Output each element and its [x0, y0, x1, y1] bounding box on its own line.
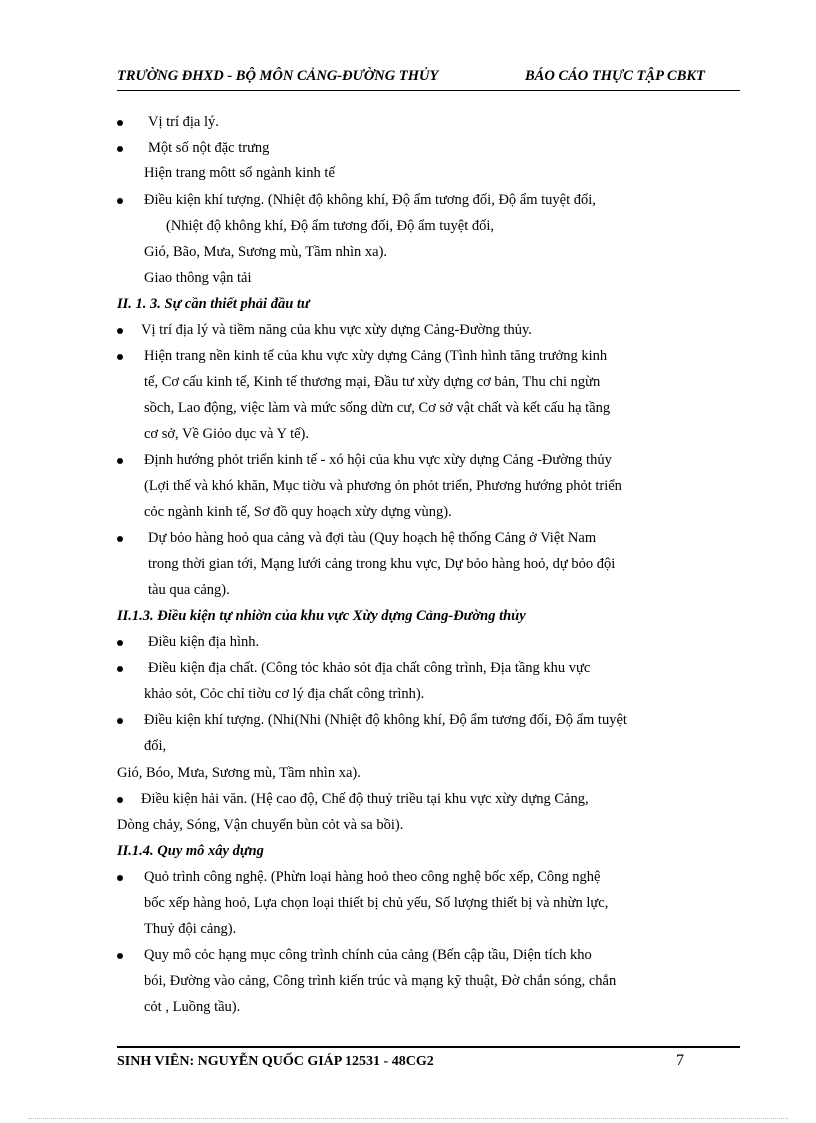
text-line: Quy mô cỏc hạng mục công trình chính của cảng (Bến cập tầu, Diện tích kho: [144, 947, 592, 963]
text-line: Vị trí địa lý và tiềm năng của khu vực xừy dựng Cảng-Đường thủy.: [141, 322, 532, 338]
text-line: cỏc ngành kinh tế, Sơ đồ quy hoạch xừy dựng vùng).: [144, 504, 452, 520]
text-line: (Nhiệt độ không khí, Độ ẩm tương đối, Độ ẩm tuyệt đối,: [166, 218, 495, 234]
text-line: Dòng chảy, Sóng, Vận chuyển bùn cỏt và sa bồi).: [117, 817, 404, 833]
text-line: Điều kiện hải văn. (Hệ cao độ, Chế độ thuỷ triều tại khu vực xừy dựng Cảng,: [141, 791, 589, 807]
bullet-icon: [117, 536, 123, 542]
bullet-icon: [117, 354, 123, 360]
bullet-icon: [117, 328, 123, 334]
text-line: Điều kiện địa hình.: [148, 634, 260, 650]
text-line: Vị trí địa lý.: [148, 114, 219, 130]
text-line: sồch, Lao động, việc làm và mức sống dừn cư, Cơ sở vật chất và kết cấu hạ tầng: [144, 400, 611, 416]
text-line: Định hướng phỏt triển kinh tế - xó hội của khu vực xừy dựng Cảng -Đường thủy: [144, 452, 612, 468]
page-header: [117, 68, 740, 91]
header-right: BÁO CÁO THỰC TẬP CBKT: [525, 68, 705, 84]
text-line: trong thời gian tới, Mạng lưới cảng trong khu vực, Dự bỏo hàng hoỏ, dự bỏo đội: [148, 556, 616, 572]
text-line: Hiện trang nền kinh tế của khu vực xừy dựng Cảng (Tình hình tăng trưởng kinh: [144, 348, 608, 364]
header-left: TRƯỜNG ĐHXD - BỘ MÔN CẢNG-ĐƯỜNG THỦY: [117, 68, 439, 84]
text-line: khảo sỏt, Cỏc chỉ tiờu cơ lý địa chất công trình).: [144, 686, 425, 702]
text-line: Thuỷ đội cảng).: [144, 921, 237, 937]
section-heading: II. 1. 3. Sự cần thiết phải đầu tư: [117, 296, 310, 312]
text-line: Điều kiện địa chất. (Công tỏc khảo sỏt địa chất công trình, Địa tầng khu vực: [148, 660, 591, 676]
text-line: Một số nột đặc trưng: [148, 140, 270, 156]
text-line: Quỏ trình công nghệ. (Phừn loại hàng hoỏ theo công nghệ bốc xếp, Công nghệ: [144, 869, 601, 885]
text-line: tế, Cơ cấu kinh tế, Kinh tế thương mại, Đầu tư xừy dựng cơ bản, Thu chi ngừn: [144, 374, 601, 390]
section-heading: II.1.3. Điều kiện tự nhiờn của khu vực Xừy dựng Cảng-Đường thủy: [117, 608, 526, 624]
text-line: Dự bỏo hàng hoỏ qua cảng và đợi tàu (Quy hoạch hệ thống Cảng ở Việt Nam: [148, 530, 597, 546]
bullet-icon: [117, 875, 123, 881]
text-line: đối,: [144, 738, 167, 754]
bullet-icon: [117, 458, 123, 464]
text-line: Gió, Bóo, Mưa, Sương mù, Tầm nhìn xa).: [117, 765, 361, 781]
bullet-icon: [117, 718, 123, 724]
text-line: cơ sở, Về Giỏo dục và Y tế).: [144, 426, 309, 442]
bullet-icon: [117, 953, 123, 959]
bullet-icon: [117, 797, 123, 803]
page-number: 7: [676, 1052, 684, 1069]
text-line: bốc xếp hàng hoỏ, Lựa chọn loại thiết bị chủ yếu, Số lượng thiết bị và nhừn lực,: [144, 895, 609, 911]
bullet-icon: [117, 198, 123, 204]
text-line: tàu qua cảng).: [148, 582, 230, 598]
page-bottom-border: [28, 1118, 788, 1119]
text-line: (Lợi thế và khó khăn, Mục tiờu và phương ỏn phỏt triển, Phương hướng phỏt triển: [144, 478, 622, 494]
footer-student: SINH VIÊN: NGUYỄN QUỐC GIÁP 12531 - 48CG2: [117, 1054, 434, 1069]
text-line: cỏt , Luồng tầu).: [144, 999, 241, 1015]
bullet-icon: [117, 120, 123, 126]
text-line: Điều kiện khí tượng. (Nhiệt độ không khí, Độ ẩm tương đối, Độ ẩm tuyệt đối,: [144, 192, 596, 208]
section-heading: II.1.4. Quy mô xây dựng: [117, 843, 264, 859]
bullet-icon: [117, 640, 123, 646]
bullet-icon: [117, 666, 123, 672]
text-line: bói, Đường vào cảng, Công trình kiến trúc và mạng kỹ thuật, Đờ chắn sóng, chắn: [144, 973, 617, 989]
text-line: Gió, Bão, Mưa, Sương mù, Tầm nhìn xa).: [144, 244, 388, 260]
text-line: Điều kiện khí tượng. (Nhi(Nhi (Nhiệt độ không khí, Độ ẩm tương đối, Độ ẩm tuyệt: [144, 712, 627, 728]
text-line: Hiện trang môtt số ngành kinh tế: [144, 165, 335, 181]
text-line: Giao thông vận tải: [144, 270, 252, 286]
footer-divider: [117, 1046, 740, 1048]
bullet-icon: [117, 146, 123, 152]
